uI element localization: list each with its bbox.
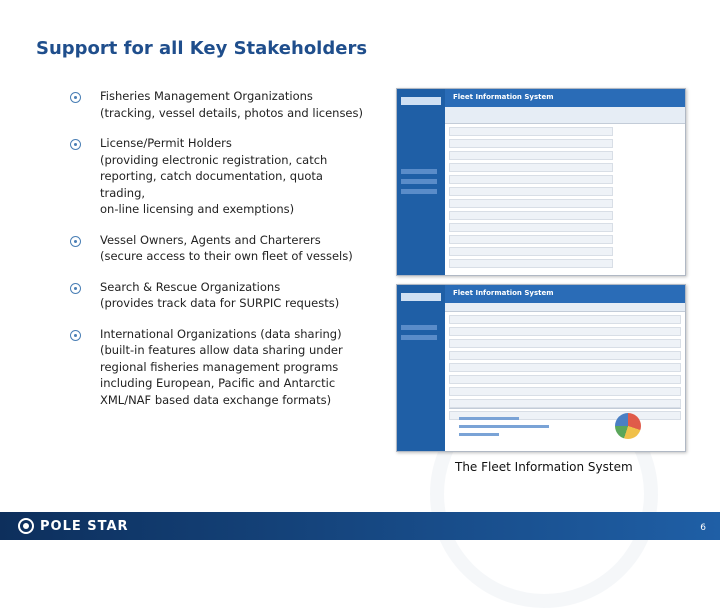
chart-bar xyxy=(459,425,549,428)
form-row xyxy=(449,175,613,184)
page-number: 6 xyxy=(700,523,706,533)
form-row xyxy=(449,139,613,148)
screenshot-tabs xyxy=(445,303,685,312)
sidebar-item xyxy=(401,325,437,330)
table-row xyxy=(449,327,681,336)
slide-title: Support for all Key Stakeholders xyxy=(36,38,368,59)
bullet-icon xyxy=(70,92,81,103)
brand-logo-group xyxy=(18,518,129,534)
form-row xyxy=(449,247,613,256)
bullet-item xyxy=(70,232,370,265)
bullet-line: (provides track data for SURPIC requests) xyxy=(100,296,340,310)
bullet-line: Search & Rescue Organizations xyxy=(100,279,281,294)
form-row xyxy=(449,199,613,208)
bullet-line: (secure access to their own fleet of vessels) xyxy=(100,249,353,263)
table-row xyxy=(449,363,681,372)
screenshot-table xyxy=(449,315,681,405)
table-row xyxy=(449,315,681,324)
table-row xyxy=(449,339,681,348)
form-row xyxy=(449,223,613,232)
bullet-line: reporting, catch documentation, quota trading, xyxy=(100,169,323,200)
fleet-system-screenshot xyxy=(396,88,686,276)
screenshot-sidebar xyxy=(397,285,445,451)
bullet-icon xyxy=(70,283,81,294)
bullet-icon xyxy=(70,236,81,247)
chart-bar xyxy=(459,433,499,436)
form-row xyxy=(449,235,613,244)
bullet-icon xyxy=(70,139,81,150)
bullet-line: (tracking, vessel details, photos and licenses) xyxy=(100,105,363,120)
screenshot-chart-area xyxy=(449,408,681,445)
bullet-list xyxy=(70,88,370,422)
table-row xyxy=(449,375,681,384)
bullet-line: (providing electronic registration, catch xyxy=(100,152,328,167)
chart-pie xyxy=(615,413,641,439)
footer-bar xyxy=(0,512,720,540)
bullet-line: License/Permit Holders xyxy=(100,136,232,150)
fleet-system-screenshot xyxy=(396,284,686,452)
form-row xyxy=(449,259,613,268)
bullet-line: International Organizations (data sharing) xyxy=(100,326,342,341)
screenshot-form xyxy=(449,127,681,267)
bullet-item xyxy=(70,135,370,218)
screenshot-logo xyxy=(401,97,441,105)
table-row xyxy=(449,387,681,396)
bullet-line: Vessel Owners, Agents and Charterers xyxy=(100,232,321,247)
bullet-line: regional fisheries management programs xyxy=(100,359,339,374)
form-row xyxy=(449,187,613,196)
bullet-item xyxy=(70,326,370,409)
screenshot-logo xyxy=(401,293,441,301)
sidebar-item xyxy=(401,179,437,184)
bullet-line: (built-in features allow data sharing under xyxy=(100,343,343,357)
bullet-line: on-line licensing and exemptions) xyxy=(100,202,295,216)
table-row xyxy=(449,351,681,360)
chart-bar xyxy=(459,417,519,420)
bullet-line: XML/NAF based data exchange formats) xyxy=(100,392,332,407)
form-row xyxy=(449,211,613,220)
sidebar-item xyxy=(401,335,437,340)
pole-star-logo-icon xyxy=(18,518,34,534)
bullet-icon xyxy=(70,330,81,341)
bullet-item xyxy=(70,279,370,312)
bullet-item xyxy=(70,88,370,121)
screenshot-app-title: Fleet Information System xyxy=(453,289,554,297)
bullet-line: including European, Pacific and Antarctic xyxy=(100,376,336,390)
form-row xyxy=(449,163,613,172)
sidebar-item xyxy=(401,189,437,194)
sidebar-item xyxy=(401,169,437,174)
form-row xyxy=(449,127,613,136)
form-row xyxy=(449,151,613,160)
table-row xyxy=(449,399,681,408)
bullet-line: Fisheries Management Organizations xyxy=(100,89,313,103)
screenshot-sidebar xyxy=(397,89,445,275)
screenshot-caption: The Fleet Information System xyxy=(455,460,633,474)
screenshot-tabs xyxy=(445,107,685,124)
brand-name: POLE STAR xyxy=(40,518,129,534)
screenshot-app-title: Fleet Information System xyxy=(453,93,554,101)
